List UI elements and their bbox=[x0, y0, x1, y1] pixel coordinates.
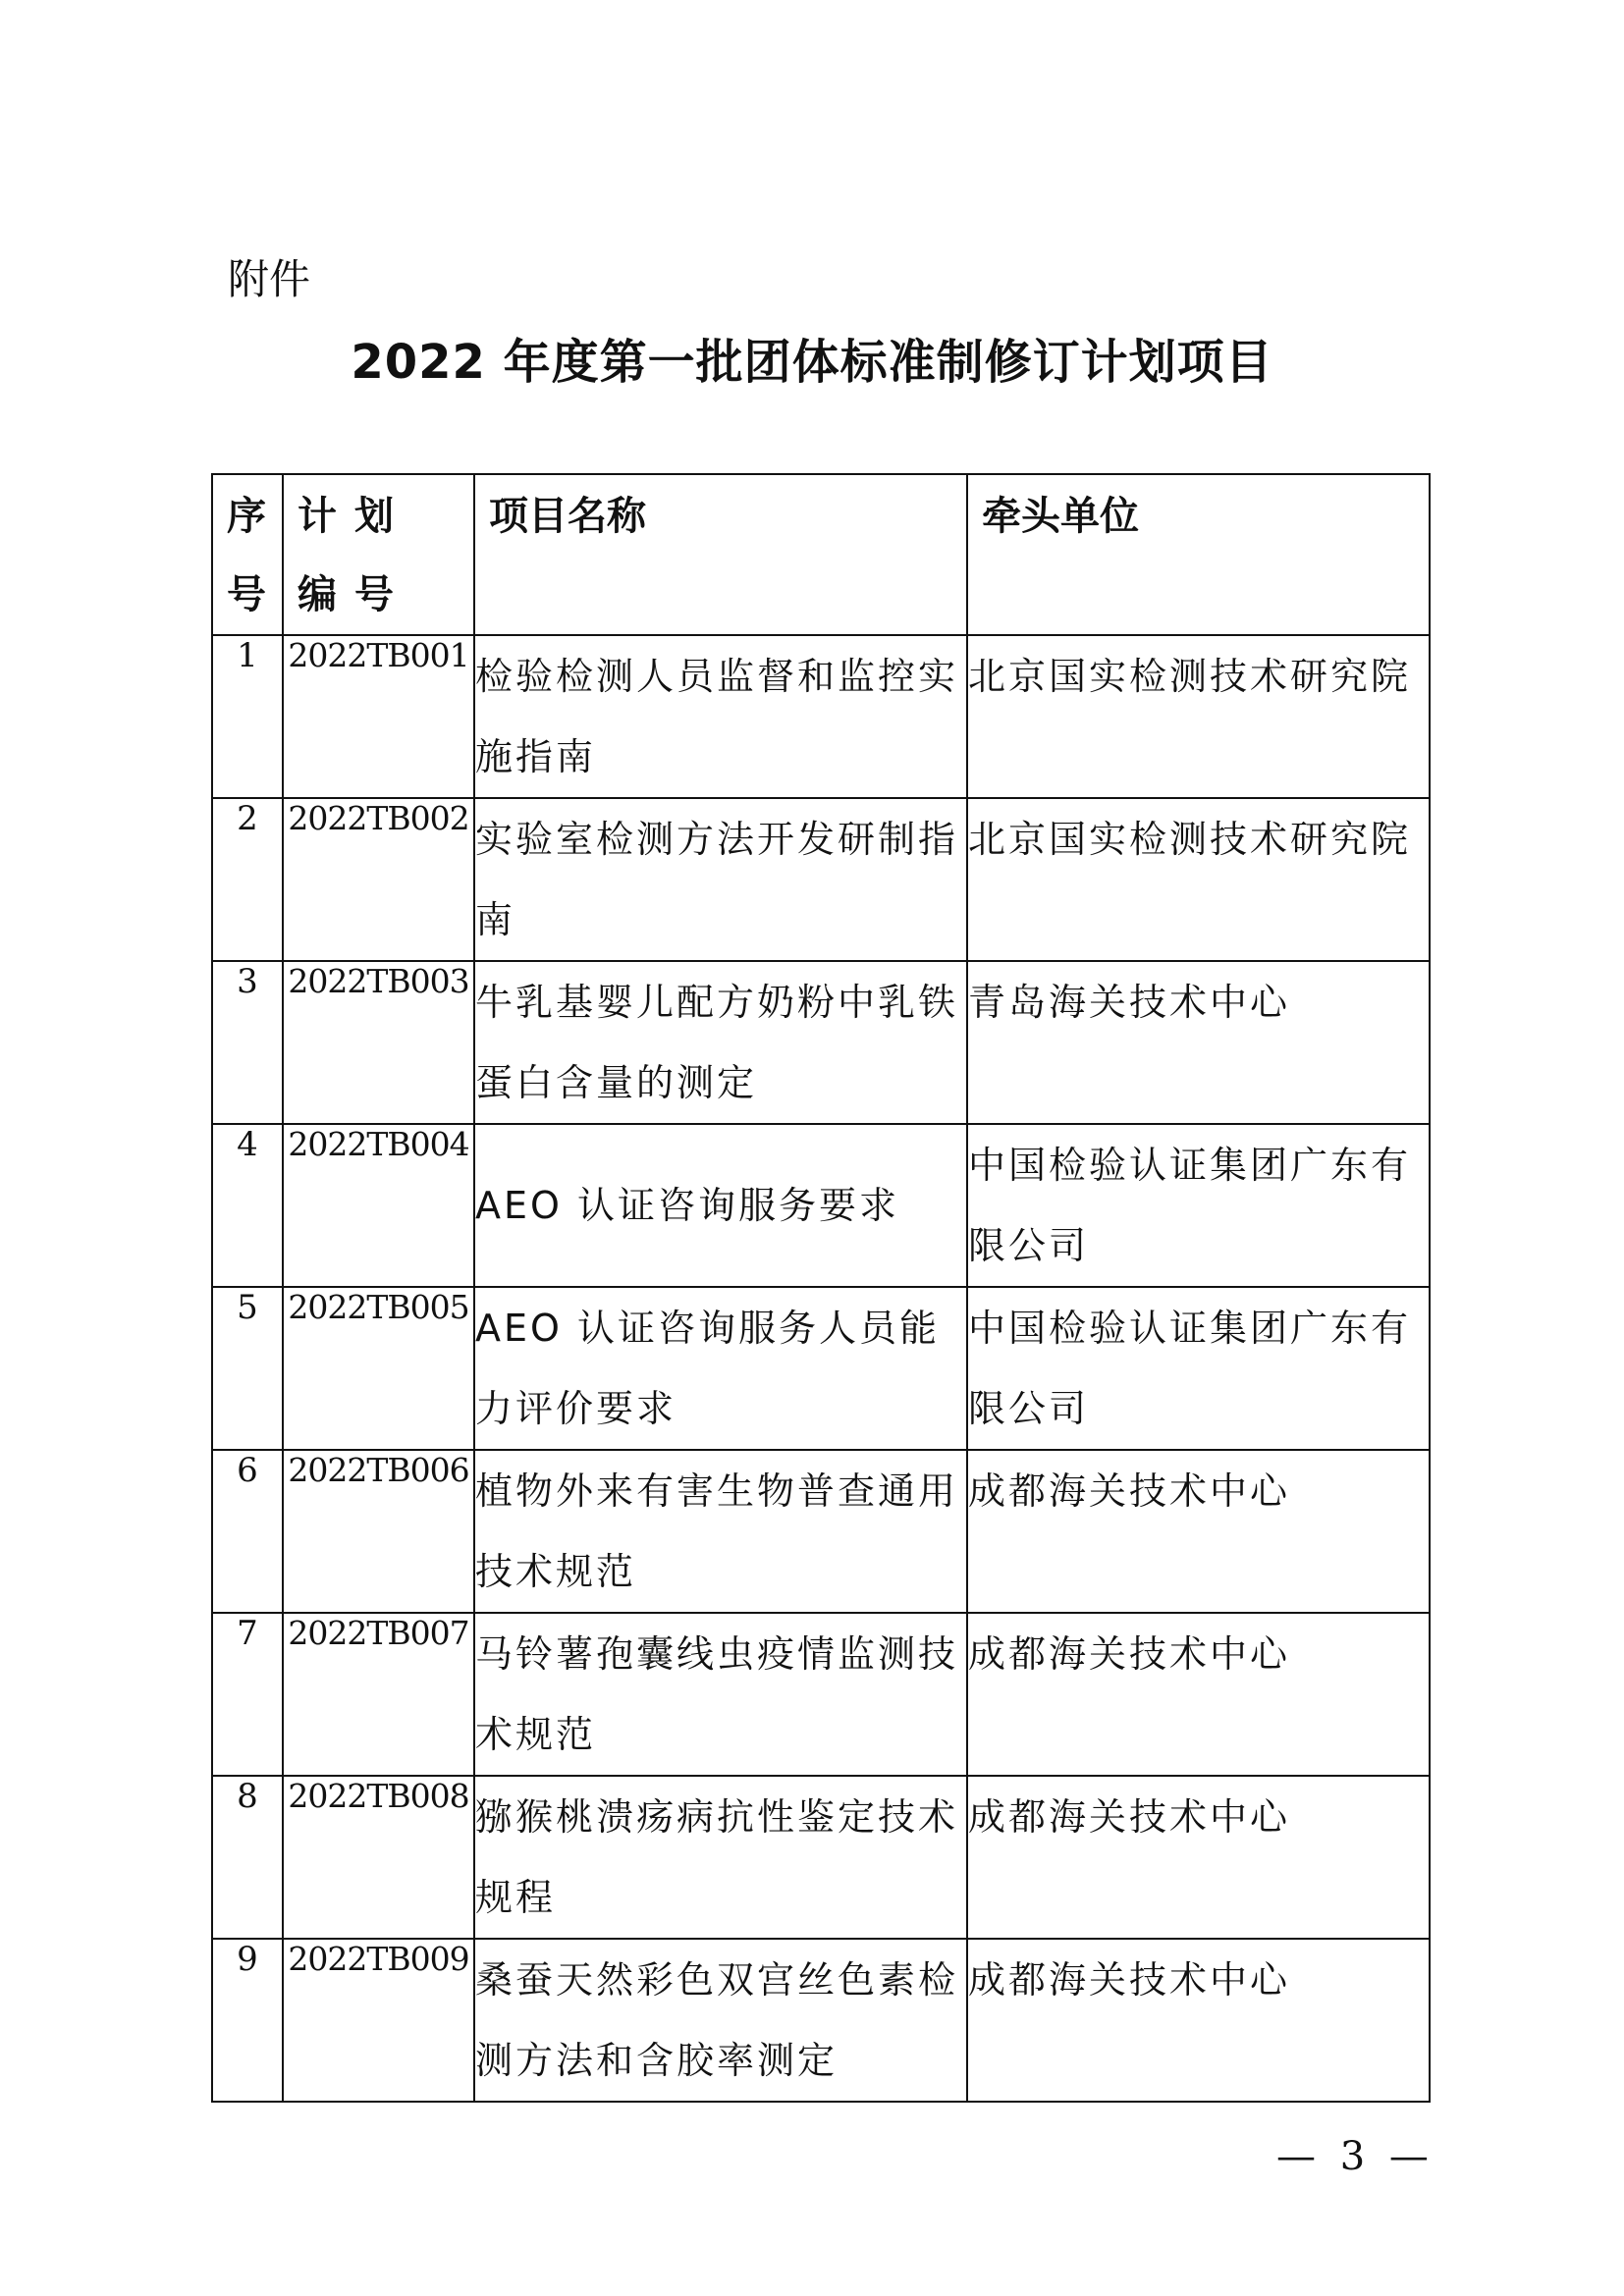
cell-unit: 中国检验认证集团广东有限公司 bbox=[967, 1287, 1430, 1450]
table-row bbox=[212, 635, 1430, 798]
table-row bbox=[212, 1613, 1430, 1776]
cell-unit: 北京国实检测技术研究院 bbox=[967, 798, 1430, 961]
cell-unit: 成都海关技术中心 bbox=[967, 1776, 1430, 1939]
table-row bbox=[212, 1450, 1430, 1613]
cell-seq: 4 bbox=[212, 1124, 283, 1287]
cell-name: 马铃薯孢囊线虫疫情监测技术规范 bbox=[474, 1613, 967, 1776]
cell-code: 2022TB006 bbox=[283, 1450, 474, 1613]
cell-name: 牛乳基婴儿配方奶粉中乳铁蛋白含量的测定 bbox=[474, 961, 967, 1124]
table-row bbox=[212, 1776, 1430, 1939]
header-code: 计划编号 bbox=[283, 474, 474, 635]
cell-name: 植物外来有害生物普查通用技术规范 bbox=[474, 1450, 967, 1613]
attachment-label: 附件 bbox=[228, 255, 311, 303]
cell-seq: 8 bbox=[212, 1776, 283, 1939]
cell-name: 检验检测人员监督和监控实施指南 bbox=[474, 635, 967, 798]
cell-code: 2022TB007 bbox=[283, 1613, 474, 1776]
header-seq: 序号 bbox=[212, 474, 283, 635]
cell-seq: 6 bbox=[212, 1450, 283, 1613]
cell-code: 2022TB008 bbox=[283, 1776, 474, 1939]
cell-name: AEO 认证咨询服务人员能力评价要求 bbox=[474, 1287, 967, 1450]
cell-code: 2022TB004 bbox=[283, 1124, 474, 1287]
header-unit: 牵头单位 bbox=[967, 474, 1430, 635]
cell-seq: 5 bbox=[212, 1287, 283, 1450]
cell-unit: 中国检验认证集团广东有限公司 bbox=[967, 1124, 1430, 1287]
cell-seq: 3 bbox=[212, 961, 283, 1124]
table-row bbox=[212, 1124, 1430, 1287]
table-row bbox=[212, 1287, 1430, 1450]
page-number: — 3 — bbox=[1276, 2134, 1435, 2179]
cell-seq: 9 bbox=[212, 1939, 283, 2102]
cell-name: 桑蚕天然彩色双宫丝色素检测方法和含胶率测定 bbox=[474, 1939, 967, 2102]
table-row bbox=[212, 1939, 1430, 2102]
cell-name: 猕猴桃溃疡病抗性鉴定技术规程 bbox=[474, 1776, 967, 1939]
cell-unit: 北京国实检测技术研究院 bbox=[967, 635, 1430, 798]
cell-code: 2022TB009 bbox=[283, 1939, 474, 2102]
cell-name: AEO 认证咨询服务要求 bbox=[474, 1124, 967, 1287]
cell-seq: 7 bbox=[212, 1613, 283, 1776]
header-name: 项目名称 bbox=[474, 474, 967, 635]
table-row bbox=[212, 961, 1430, 1124]
cell-seq: 2 bbox=[212, 798, 283, 961]
cell-code: 2022TB003 bbox=[283, 961, 474, 1124]
cell-unit: 成都海关技术中心 bbox=[967, 1450, 1430, 1613]
table-header-row bbox=[212, 474, 1430, 635]
cell-unit: 成都海关技术中心 bbox=[967, 1939, 1430, 2102]
cell-unit: 青岛海关技术中心 bbox=[967, 961, 1430, 1124]
plan-table bbox=[211, 473, 1431, 2103]
cell-code: 2022TB002 bbox=[283, 798, 474, 961]
document-title: 2022 年度第一批团体标准制修订计划项目 bbox=[351, 335, 1273, 390]
cell-seq: 1 bbox=[212, 635, 283, 798]
cell-name: 实验室检测方法开发研制指南 bbox=[474, 798, 967, 961]
table-row bbox=[212, 798, 1430, 961]
cell-unit: 成都海关技术中心 bbox=[967, 1613, 1430, 1776]
cell-code: 2022TB005 bbox=[283, 1287, 474, 1450]
cell-code: 2022TB001 bbox=[283, 635, 474, 798]
